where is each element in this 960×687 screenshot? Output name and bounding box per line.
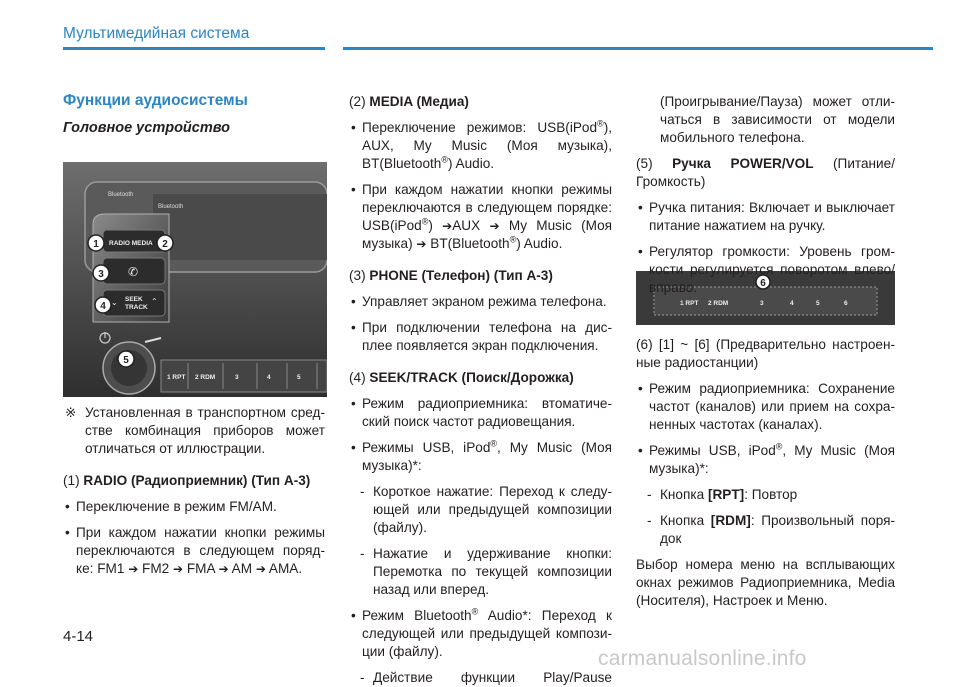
brand-label-2: Bluetooth — [158, 204, 184, 210]
page-number: 4-14 — [63, 628, 94, 645]
sub-list-item: - Действие функции Play/Pause — [349, 669, 612, 687]
arrow-right-icon: ➔ — [255, 562, 266, 576]
sub-list-item: - Кнопка [RPT]: Повтор — [636, 486, 895, 504]
callout-6: 6 — [760, 278, 766, 289]
closing-paragraph: Выбор номера меню на всплывающих окнах режимов Радиоприемника, Media (Носителя), Настроек и Меню. — [636, 557, 895, 608]
power-heading-line: (5) Ручка POWER/VOL (Питание/ Громкость) — [636, 156, 895, 189]
arrow-right-icon: ➔ — [128, 562, 139, 576]
note-text: Установленная в транспортном сред- стве комбинация приборов может отличаться от иллюстрации. — [85, 405, 325, 456]
list-item: • Режимы USB, iPod®, My Music (Моя музыка)*: — [636, 442, 895, 478]
preset-label: 2 RDM — [708, 300, 729, 307]
section-title: Функции аудиосистемы — [63, 92, 248, 109]
list-item: • При каждом нажатии кнопки режимы переключаются в следующем поряд- ке: FM1 ➔ FM2 ➔ FMA ➔ AM ➔ AMA. — [63, 524, 325, 578]
column-1 — [63, 404, 325, 578]
preset-label: 2 RDM — [195, 374, 216, 381]
preset-label: 4 — [790, 300, 794, 307]
callout-4: 4 — [100, 301, 106, 312]
callout-5: 5 — [123, 355, 129, 366]
callout-1: 1 — [93, 239, 99, 250]
seek-label: SEEK — [125, 296, 143, 303]
arrow-right-icon: ➔ — [442, 219, 453, 233]
radio-media-button-label: RADIO MEDIA — [109, 240, 153, 247]
column-3 — [636, 93, 895, 297]
header-rule — [63, 47, 933, 50]
list-item: • Режимы USB, iPod®, My Music (Моя музыка)*: — [349, 439, 612, 475]
preset-label: 3 — [235, 374, 239, 381]
chevron-up-icon: ⌃ — [151, 297, 158, 306]
callout-2: 2 — [162, 239, 168, 250]
seek-number: (4) — [349, 370, 366, 385]
chapter-title: Мультимедийная система — [63, 25, 250, 42]
subsection-title: Головное устройство — [63, 120, 230, 136]
list-item: • Режим радиоприемника: Сохранение частот (каналов) или прием на сохра- ненных частотах (каналах). — [636, 380, 895, 434]
list-item: • Управляет экраном режима телефона. — [349, 293, 612, 311]
list-item: • Режим радиоприемника: втоматиче- ский поиск частот радиовещания. — [349, 395, 612, 431]
chevron-down-icon: ⌄ — [111, 298, 118, 307]
note-mark: ※ — [65, 405, 77, 420]
head-unit-illustration — [63, 162, 327, 397]
list-item: • Переключение в режим FM/AM. — [63, 498, 325, 516]
arrow-right-icon: ➔ — [489, 219, 500, 233]
phone-icon: ✆ — [128, 265, 139, 279]
preset-label: 4 — [267, 374, 271, 381]
watermark: carmanualsonline.info — [598, 647, 807, 670]
column-3-lower — [636, 336, 895, 610]
preset-paragraph: (6) [1] ~ [6] (Предварительно настроен- ные радиостанции) — [636, 337, 895, 370]
brand-label-1: Bluetooth — [108, 192, 134, 198]
list-item: • Переключение режимов: USB(iPod®), AUX, My Music (Моя музыка), BT(Bluetooth®) Audio. — [349, 119, 612, 173]
callout-3: 3 — [98, 269, 104, 280]
track-label: TRACK — [125, 304, 148, 311]
preset-label: 5 — [816, 300, 820, 307]
column-2 — [349, 93, 612, 687]
seek-heading: SEEK/TRACK (Поиск/Дорожка) — [369, 370, 574, 385]
list-item: • Режим Bluetooth® Audio*: Переход к следующей или предыдущей компози- ции (файлу). — [349, 607, 612, 661]
media-heading: MEDIA (Медиа) — [369, 94, 469, 109]
continued-text: (Проигрывание/Пауза) может отли- чаться в зависимости от модели мобильного телефона. — [660, 94, 895, 145]
preset-label: 1 RPT — [167, 374, 186, 381]
sub-list-item: - Нажатие и удерживание кнопки: Перемотка по текущей композиции назад или вперед. — [349, 545, 612, 599]
list-item: • Регулятор громкости: Уровень гром- кости регулируется поворотом влево/ вправо. — [636, 243, 895, 297]
arrow-right-icon: ➔ — [218, 562, 229, 576]
phone-number: (3) — [349, 268, 366, 283]
list-item: • Ручка питания: Включает и выключает питание нажатием на ручку. — [636, 199, 895, 235]
arrow-right-icon: ➔ — [416, 237, 427, 251]
radio-heading: RADIO (Радиоприемник) (Тип А-3) — [83, 473, 311, 488]
preset-label: 6 — [844, 300, 848, 307]
preset-label: 3 — [760, 300, 764, 307]
media-number: (2) — [349, 94, 366, 109]
phone-heading: PHONE (Телефон) (Тип А-3) — [369, 268, 553, 283]
preset-label: 5 — [297, 374, 301, 381]
sub-list-item: - Короткое нажатие: Переход к следу- ющей или предыдущей композиции (файлу). — [349, 483, 612, 537]
list-item: • При подключении телефона на дис- плее появляется экран подключения. — [349, 319, 612, 355]
preset-label: 1 RPT — [680, 300, 699, 307]
radio-number: (1) — [63, 473, 80, 488]
sub-list-item: - Кнопка [RDM]: Произвольный поря- док — [636, 512, 895, 548]
list-item: • При каждом нажатии кнопки режимы переключаются в следующем порядке: USB(iPod®) ➔AUX ➔ My Music (Моя музыка) ➔ BT(Bluetooth®) Audio. — [349, 181, 612, 253]
arrow-right-icon: ➔ — [173, 562, 184, 576]
